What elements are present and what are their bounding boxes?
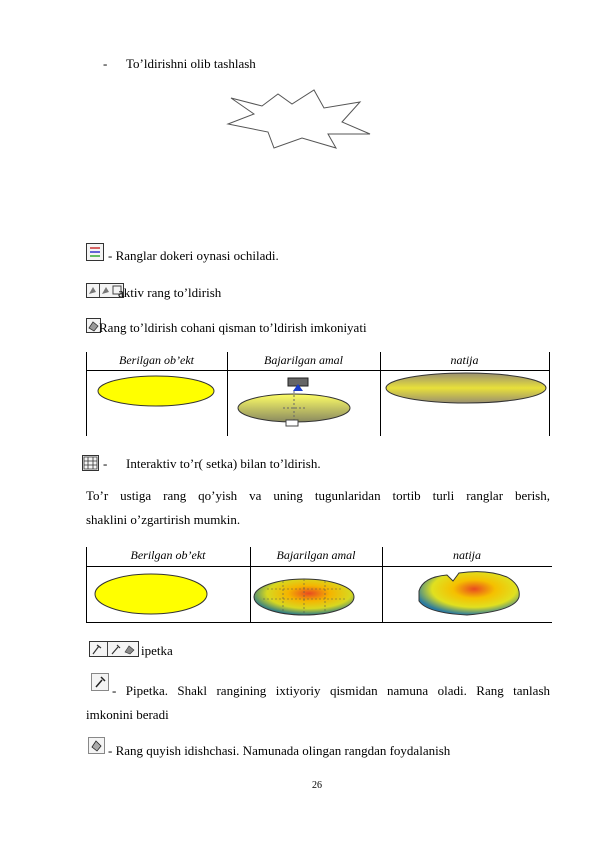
table-header-result: natija	[452, 548, 481, 562]
mesh-paragraph-line: shaklini o’zgartirish mumkin.	[86, 512, 241, 527]
source-ellipse	[95, 574, 207, 614]
interactive-fill-text: aktiv rang to’ldirish	[118, 285, 222, 300]
paint-bucket-icon[interactable]	[88, 737, 105, 754]
paint-bucket-text: - Rang quyish idishchasi. Namunada olingan rangdan foydalanish	[108, 743, 451, 758]
table-header-result: natija	[450, 353, 479, 367]
fill-example-table	[86, 352, 550, 436]
starburst-shape	[224, 88, 372, 150]
eyedropper-paragraph-line: - Pipetka. Shakl rangining ixtiyoriy qismidan namuna oladi. Rang tanlash	[112, 683, 550, 698]
eyedropper-glyph-icon	[90, 642, 138, 656]
mesh-fill-text: Interaktiv to’r( setka) bilan to’ldirish.	[126, 456, 321, 471]
list-dash: -	[103, 456, 108, 471]
paint-bucket-glyph-icon	[89, 738, 104, 753]
page-number: 26	[312, 780, 322, 791]
eyedropper-text: ipetka	[141, 643, 173, 658]
color-docker-icon[interactable]	[86, 243, 104, 261]
mesh-result-shape	[419, 572, 519, 615]
eyedropper-tool-glyph-icon	[92, 674, 108, 690]
mesh-fill-icon[interactable]	[82, 455, 99, 471]
partial-fill-text: Rang to’ldirish cohani qisman to’ldirish imkoniyati	[99, 320, 367, 335]
remove-fill-text: To’ldirishni olib tashlash	[126, 56, 256, 71]
source-ellipse	[98, 376, 214, 406]
color-docker-text: - Ranglar dokeri oynasi ochiladi.	[108, 248, 279, 263]
color-docker-glyph-icon	[87, 244, 103, 260]
table-header-action: Bajarilgan amal	[263, 353, 343, 367]
eyedropper-tools-icon[interactable]	[89, 641, 139, 657]
eyedropper-icon[interactable]	[91, 673, 109, 691]
table-header-object: Berilgan ob’ekt	[130, 548, 206, 562]
list-dash: -	[103, 56, 108, 71]
table-images	[87, 371, 549, 436]
mesh-paragraph-line: To’r ustiga rang qo’yish va uning tugunlaridan tortib turli ranglar berish,	[86, 488, 550, 503]
result-ellipse	[386, 373, 546, 403]
table-border-right	[549, 352, 550, 436]
table-header-action: Bajarilgan amal	[276, 548, 356, 562]
table-header-object: Berilgan ob’ekt	[119, 353, 194, 367]
mesh-grid-glyph-icon	[83, 456, 98, 470]
mesh-table-images	[87, 567, 551, 622]
eyedropper-paragraph-line: imkonini beradi	[86, 707, 169, 722]
mesh-example-table	[86, 547, 552, 623]
table-bottom-border	[86, 622, 552, 623]
